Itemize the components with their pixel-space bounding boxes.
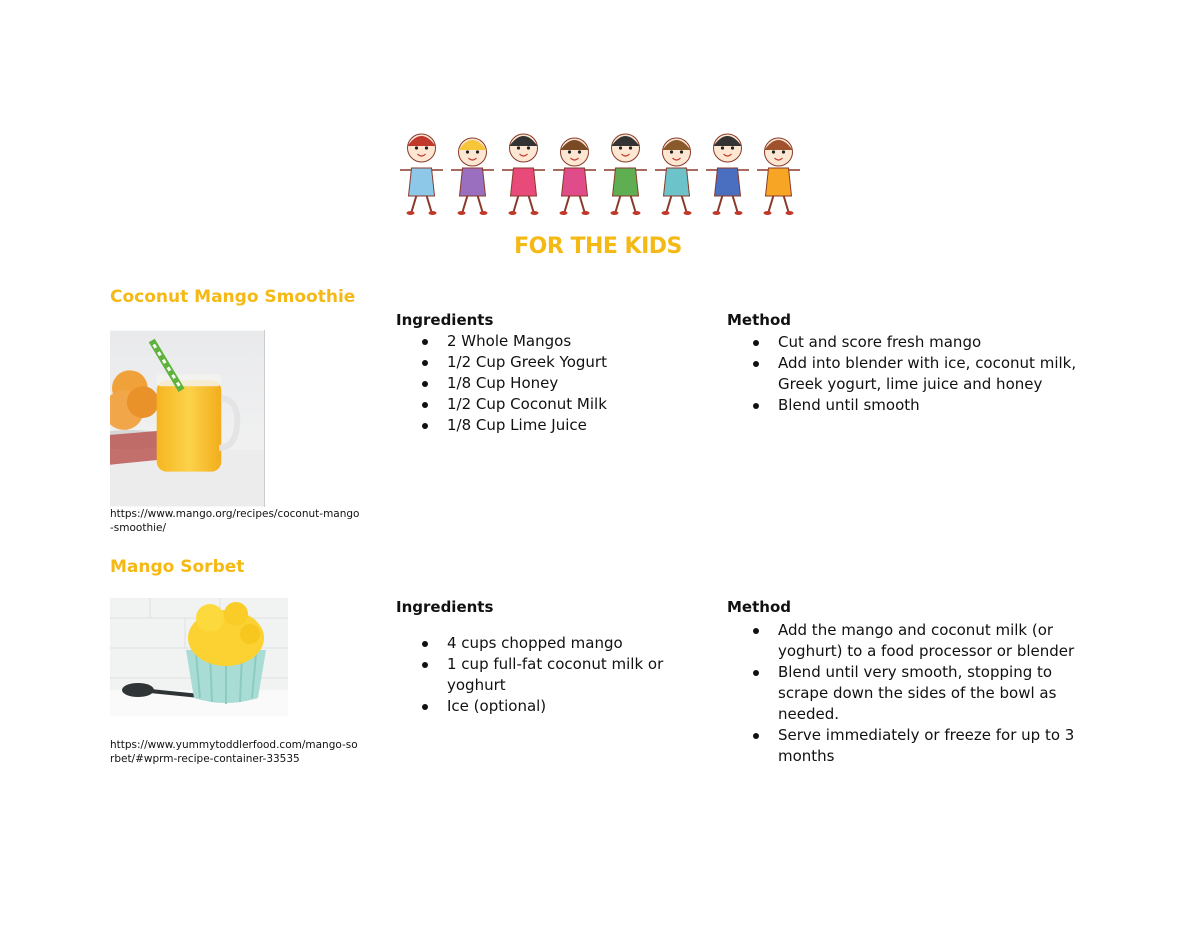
method-list: [727, 332, 1087, 416]
method-heading: Method: [727, 598, 791, 616]
mango-sorbet-photo: [110, 598, 288, 716]
method-list: [727, 620, 1087, 767]
list-item: Blend until smooth: [727, 395, 1087, 416]
list-item: 1/2 Cup Coconut Milk: [396, 394, 696, 415]
list-item: Serve immediately or freeze for up to 3 months: [727, 725, 1087, 767]
list-item: 4 cups chopped mango: [396, 633, 696, 654]
list-item: 1 cup full-fat coconut milk or yoghurt: [396, 654, 696, 696]
list-item: Cut and score fresh mango: [727, 332, 1087, 353]
source-url-sorbet[interactable]: https://www.yummytoddlerfood.com/mango-sorbet/#wprm-recipe-container-33535: [110, 739, 358, 765]
children-holding-hands-illustration: [396, 120, 804, 226]
recipe-title-sorbet: Mango Sorbet: [110, 557, 245, 577]
list-item: 1/8 Cup Honey: [396, 373, 696, 394]
page-title: FOR THE KIDS: [514, 234, 682, 259]
ingredients-list: [396, 633, 696, 717]
method-heading: Method: [727, 311, 791, 329]
list-item: 1/8 Cup Lime Juice: [396, 415, 696, 436]
list-item: Add the mango and coconut milk (or yoghurt) to a food processor or blender: [727, 620, 1087, 662]
list-item: Blend until very smooth, stopping to scrape down the sides of the bowl as needed.: [727, 662, 1087, 725]
ingredients-heading: Ingredients: [396, 598, 494, 616]
list-item: 1/2 Cup Greek Yogurt: [396, 352, 696, 373]
list-item: Ice (optional): [396, 696, 696, 717]
list-item: Add into blender with ice, coconut milk, Greek yogurt, lime juice and honey: [727, 353, 1087, 395]
list-item: 2 Whole Mangos: [396, 331, 696, 352]
source-url-smoothie[interactable]: https://www.mango.org/recipes/coconut-mango-smoothie/: [110, 508, 360, 534]
ingredients-list: [396, 331, 696, 436]
mango-smoothie-photo: [110, 330, 265, 507]
ingredients-heading: Ingredients: [396, 311, 494, 329]
recipe-title-smoothie: Coconut Mango Smoothie: [110, 287, 356, 307]
